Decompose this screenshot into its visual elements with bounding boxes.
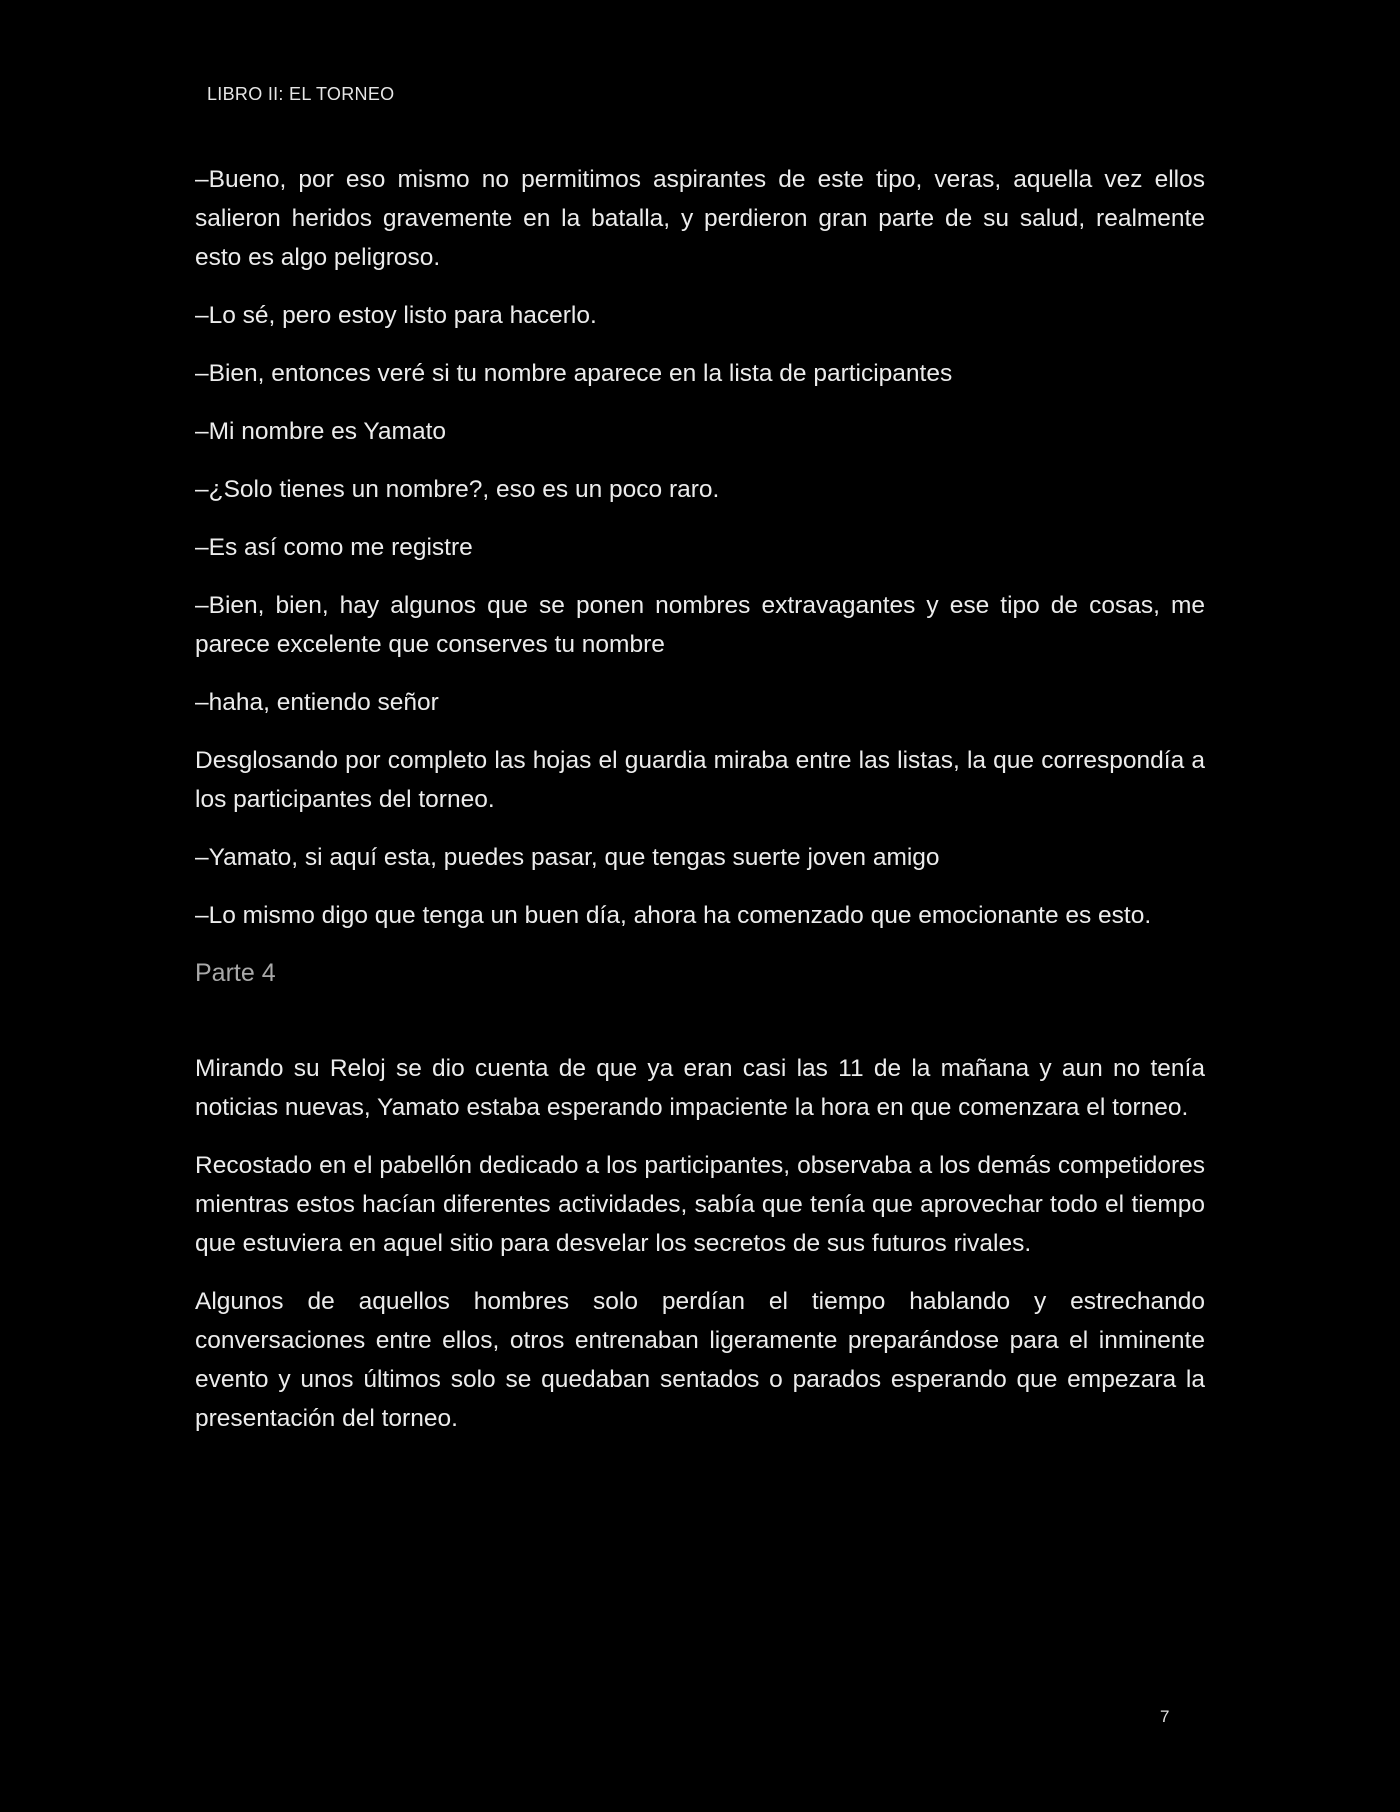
paragraph: –Mi nombre es Yamato	[195, 418, 447, 445]
paragraph: –Bueno, por eso mismo no permitimos aspirantes de este tipo, veras, aquella vez ellos salieron heridos gravemente en la batalla, y perdieron gran parte de su salud, realmente esto es algo peligroso.	[195, 166, 1205, 271]
paragraph: –haha, entiendo señor	[195, 689, 439, 716]
paragraph: –¿Solo tienes un nombre?, eso es un poco raro.	[195, 476, 720, 503]
page-number: 7	[1160, 1707, 1170, 1726]
running-header: LIBRO II: EL TORNEO	[207, 84, 395, 104]
paragraph: Algunos de aquellos hombres solo perdían el tiempo hablando y estrechando conversaciones entre ellos, otros entrenaban ligeramente preparándose para el inminente evento y unos últimos solo se quedaban sentados o parados esperando que empezara la presentación del torneo.	[195, 1288, 1205, 1432]
paragraph: –Bien, entonces veré si tu nombre aparece en la lista de participantes	[195, 360, 953, 387]
paragraph: –Lo mismo digo que tenga un buen día, ahora ha comenzado que emocionante es esto.	[195, 902, 1152, 929]
paragraph: –Es así como me registre	[195, 534, 473, 561]
section-heading: Parte 4	[195, 959, 276, 987]
paragraph: –Bien, bien, hay algunos que se ponen nombres extravagantes y ese tipo de cosas, me parece excelente que conserves tu nombre	[195, 592, 1205, 658]
paragraph: Mirando su Reloj se dio cuenta de que ya eran casi las 11 de la mañana y aun no tenía noticias nuevas, Yamato estaba esperando impaciente la hora en que comenzara el torneo.	[195, 1055, 1205, 1121]
paragraph: –Lo sé, pero estoy listo para hacerlo.	[195, 302, 597, 329]
paragraph: Desglosando por completo las hojas el guardia miraba entre las listas, la que correspondía a los participantes del torneo.	[195, 747, 1205, 813]
paragraph: Recostado en el pabellón dedicado a los participantes, observaba a los demás competidores mientras estos hacían diferentes actividades, sabía que tenía que aprovechar todo el tiempo que estuviera en aquel sitio para desvelar los secretos de sus futuros rivales.	[195, 1152, 1205, 1257]
paragraph: –Yamato, si aquí esta, puedes pasar, que tengas suerte joven amigo	[195, 844, 940, 871]
page-body	[195, 160, 1205, 1457]
